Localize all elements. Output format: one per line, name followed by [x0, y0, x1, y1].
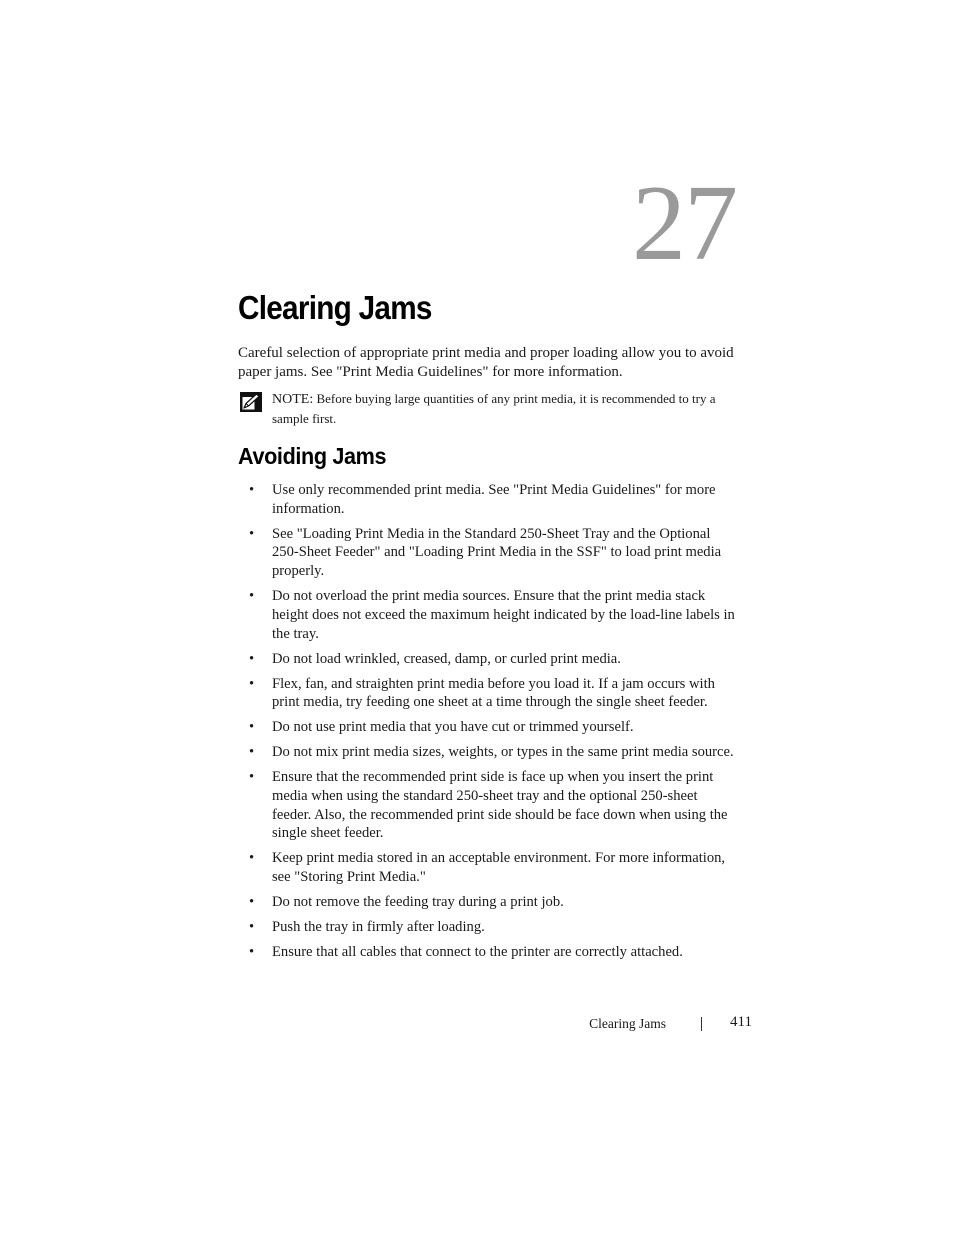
- list-item-text: Do not overload the print media sources. Ensure that the print media stack height does not exceed the maximum height indicated by the load-line labels in the tray.: [272, 588, 735, 642]
- pencil-note-icon: [240, 392, 262, 412]
- list-item-text: Keep print media stored in an acceptable environment. For more information, see "Storing Print Media.": [272, 850, 726, 886]
- bullet-icon: •: [249, 744, 255, 761]
- list-item-text: Do not mix print media sizes, weights, or types in the same print media source.: [272, 744, 734, 761]
- list-item-text: Push the tray in firmly after loading.: [272, 919, 485, 936]
- bullet-icon: •: [249, 482, 255, 498]
- intro-paragraph: Careful selection of appropriate print media and proper loading allow you to avoid paper jams. See "Print Media Guidelines" for more information.: [238, 345, 734, 380]
- bullet-icon: •: [249, 919, 255, 936]
- list-item: [238, 893, 738, 912]
- list-item-text: Ensure that the recommended print side is face up when you insert the print media when using the standard 250-sheet tray and the optional 250-sheet feeder. Also, the recommended print side should be face down when using the single sheet feeder.: [272, 769, 728, 842]
- list-item: [238, 768, 738, 843]
- bullet-icon: •: [249, 588, 255, 605]
- note-text: [272, 390, 732, 428]
- footer-divider: [701, 1017, 702, 1031]
- footer-title: Clearing Jams: [589, 1016, 666, 1031]
- list-item: [238, 943, 738, 962]
- list-item: [238, 849, 738, 886]
- bullet-icon: •: [249, 525, 255, 542]
- note-label: NOTE:: [272, 392, 314, 407]
- bullet-list: [238, 481, 738, 968]
- list-item-text: Do not remove the feeding tray during a print job.: [272, 894, 564, 911]
- list-item-text: Flex, fan, and straighten print media before you load it. If a jam occurs with print media, try feeding one sheet at a time through the single sheet feeder.: [272, 675, 715, 711]
- list-item-text: See "Loading Print Media in the Standard 250-Sheet Tray and the Optional 250-Sheet Feeder" and "Loading Print Media in the SSF" to load print media properly.: [272, 525, 722, 580]
- list-item-text: Use only recommended print media. See "Print Media Guidelines" for more information.: [272, 482, 716, 517]
- list-item: [238, 587, 738, 643]
- page-number: 411: [730, 1014, 752, 1030]
- bullet-icon: •: [249, 850, 255, 867]
- list-item: [238, 675, 738, 712]
- section-title: Avoiding Jams: [238, 443, 387, 469]
- list-item: [238, 525, 738, 581]
- chapter-number: 27: [632, 164, 736, 283]
- list-item-text: Do not use print media that you have cut or trimmed yourself.: [272, 719, 634, 736]
- list-item-text: Do not load wrinkled, creased, damp, or curled print media.: [272, 650, 621, 667]
- note-callout: [238, 390, 738, 430]
- note-body: Before buying large quantities of any print media, it is recommended to try a sample first.: [272, 391, 716, 426]
- list-item-text: Ensure that all cables that connect to the printer are correctly attached.: [272, 944, 683, 961]
- bullet-icon: •: [249, 944, 255, 961]
- chapter-title: Clearing Jams: [238, 289, 432, 326]
- list-item: [238, 650, 738, 669]
- list-item: [238, 718, 738, 737]
- bullet-icon: •: [249, 650, 255, 667]
- bullet-icon: •: [249, 719, 255, 736]
- bullet-icon: •: [249, 769, 255, 786]
- bullet-icon: •: [249, 675, 255, 692]
- list-item: [238, 918, 738, 937]
- list-item: [238, 481, 738, 518]
- bullet-icon: •: [249, 894, 255, 911]
- page-footer: [540, 1014, 752, 1034]
- list-item: [238, 743, 738, 762]
